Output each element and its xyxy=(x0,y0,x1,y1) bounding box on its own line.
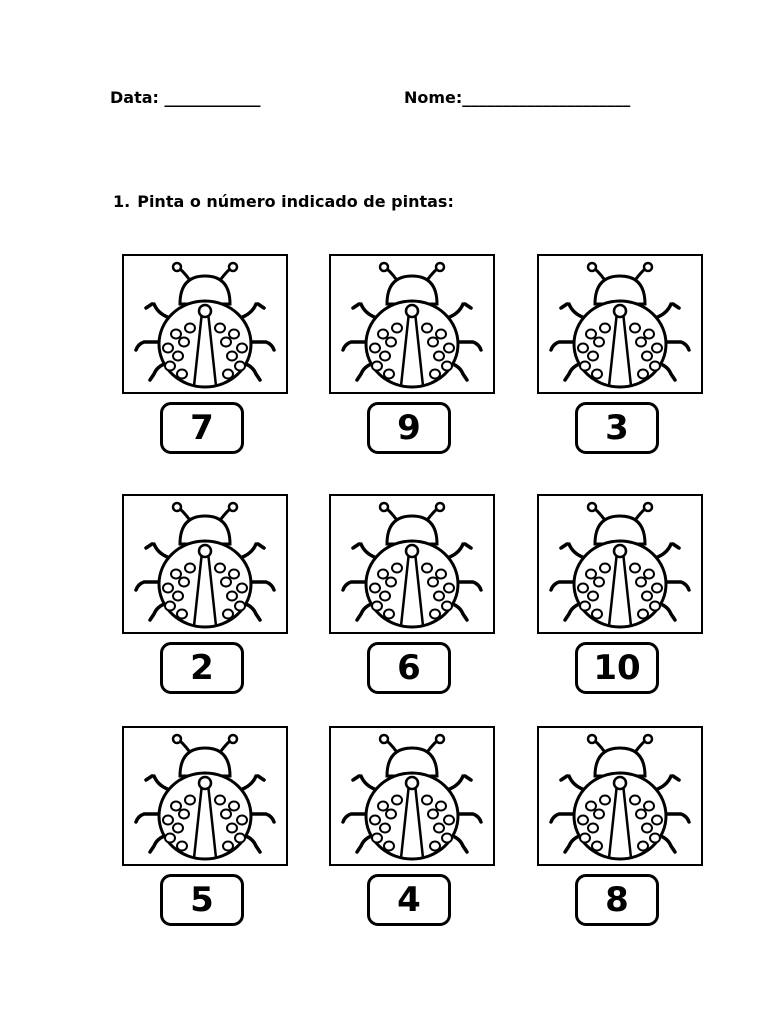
ladybug-frame xyxy=(122,726,288,866)
date-field-label: Data: ____________ xyxy=(110,88,261,107)
ladybug-frame xyxy=(537,494,703,634)
spot-count-box: 6 xyxy=(367,642,451,694)
ladybug-card xyxy=(537,254,707,459)
ladybug-icon xyxy=(539,728,701,864)
ladybug-icon xyxy=(331,256,493,392)
ladybug-frame xyxy=(537,254,703,394)
ladybug-card xyxy=(537,726,707,931)
spot-count-box: 3 xyxy=(575,402,659,454)
ladybug-icon xyxy=(124,728,286,864)
spot-count-box: 7 xyxy=(160,402,244,454)
ladybug-card xyxy=(329,254,499,459)
spot-count-box: 10 xyxy=(575,642,659,694)
exercise-instruction-text: Pinta o número indicado de pintas: xyxy=(137,192,454,211)
spot-count-box: 8 xyxy=(575,874,659,926)
ladybug-card xyxy=(122,726,292,931)
ladybug-card xyxy=(329,726,499,931)
ladybug-icon xyxy=(539,256,701,392)
ladybug-frame xyxy=(122,254,288,394)
ladybug-card xyxy=(122,254,292,459)
ladybug-frame xyxy=(329,254,495,394)
ladybug-icon xyxy=(539,496,701,632)
ladybug-card xyxy=(122,494,292,699)
spot-count-box: 4 xyxy=(367,874,451,926)
exercise-instruction xyxy=(113,192,454,212)
name-field-label: Nome:_____________________ xyxy=(404,88,631,107)
ladybug-icon xyxy=(331,728,493,864)
spot-count-box: 5 xyxy=(160,874,244,926)
ladybug-frame xyxy=(537,726,703,866)
ladybug-card xyxy=(537,494,707,699)
ladybug-frame xyxy=(329,494,495,634)
exercise-number: 1. xyxy=(113,192,131,211)
ladybug-icon xyxy=(331,496,493,632)
ladybug-icon xyxy=(124,256,286,392)
spot-count-box: 9 xyxy=(367,402,451,454)
ladybug-frame xyxy=(329,726,495,866)
ladybug-frame xyxy=(122,494,288,634)
ladybug-icon xyxy=(124,496,286,632)
spot-count-box: 2 xyxy=(160,642,244,694)
ladybug-card xyxy=(329,494,499,699)
